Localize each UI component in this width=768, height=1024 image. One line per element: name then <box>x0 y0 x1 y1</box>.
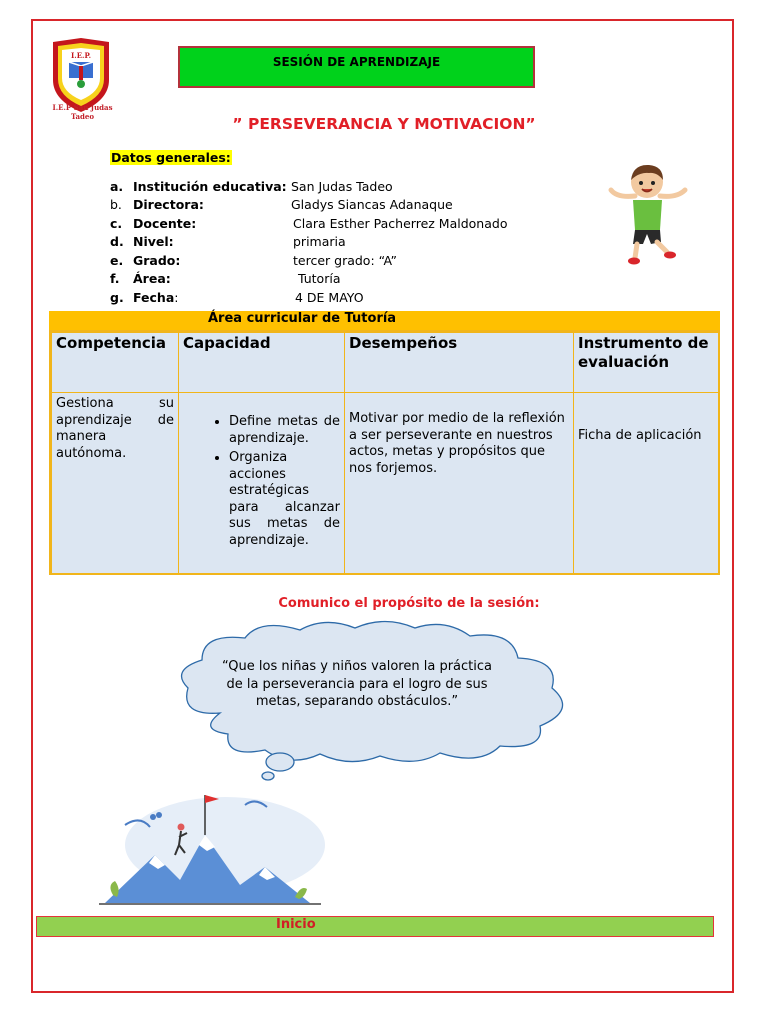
inicio-label: Inicio <box>276 917 316 932</box>
header-competencia: Competencia <box>51 332 179 393</box>
school-name-logo-text: I.E.P San Judas Tadeo <box>52 103 113 121</box>
happy-child-illustration <box>605 160 690 270</box>
capacidad-list <box>183 414 340 549</box>
purpose-text: “Que los niñas y niños valoren la práctica de la perseverancia para el logro de sus metas, separando obstáculos.” <box>222 659 492 709</box>
datos-key: c. <box>110 216 123 231</box>
svg-text:I.E.P.: I.E.P. <box>70 51 92 60</box>
area-curricular-title: Área curricular de Tutoría <box>208 311 397 326</box>
header-instrumento: Instrumento de evaluación <box>573 332 719 393</box>
competencias-table <box>49 330 720 575</box>
datos-label: Área: <box>133 271 171 286</box>
datos-key: e. <box>110 253 124 268</box>
datos-generales-title: Datos generales: <box>111 150 231 165</box>
datos-label: Directora: <box>133 197 204 212</box>
datos-label: Fecha <box>133 290 175 305</box>
datos-value: tercer grado: “A” <box>293 253 397 268</box>
datos-value: primaria <box>293 234 346 249</box>
session-label: SESIÓN DE APRENDIZAJE <box>272 55 441 69</box>
cell-competencia: Gestiona su aprendizaje de manera autónoma. <box>51 392 179 574</box>
datos-value: Clara Esther Pacherrez Maldonado <box>293 216 508 231</box>
cell-desempenos: Motivar por medio de la reflexión a ser perseverante en nuestros actos, metas y propósitos que nos forjemos. <box>344 392 574 574</box>
datos-label: Nivel: <box>133 234 174 249</box>
purpose-title: Comunico el propósito de la sesión: <box>278 596 540 611</box>
mountain-goal-illustration <box>95 785 325 907</box>
datos-key: d. <box>110 234 124 249</box>
cell-capacidad <box>178 392 345 574</box>
header-desempenos: Desempeños <box>344 332 574 393</box>
session-banner <box>178 46 535 88</box>
datos-value: 4 DE MAYO <box>295 290 364 305</box>
page-title: ” PERSEVERANCIA Y MOTIVACION” <box>232 115 536 133</box>
datos-key: b. <box>110 197 122 212</box>
cell-instrumento: Ficha de aplicación <box>573 392 719 574</box>
datos-label: Docente: <box>133 216 197 231</box>
datos-key: f. <box>110 271 120 286</box>
datos-label: Institución educativa: <box>133 179 287 194</box>
datos-label-group <box>133 290 178 305</box>
header-capacidad: Capacidad <box>178 332 345 393</box>
datos-label-suffix: : <box>174 290 179 305</box>
datos-label: Grado: <box>133 253 181 268</box>
datos-value: Tutoría <box>298 271 341 286</box>
area-curricular-bar <box>49 311 720 330</box>
inicio-section-bar <box>36 916 714 937</box>
capacidad-item: • Organiza acciones estratégicas para alcanzar sus metas de aprendizaje. <box>229 450 340 549</box>
capacidad-item: • Define metas de aprendizaje. <box>229 414 340 447</box>
datos-value: San Judas Tadeo <box>291 179 393 194</box>
datos-value: Gladys Siancas Adanaque <box>291 197 453 212</box>
datos-key: g. <box>110 290 124 305</box>
datos-key: a. <box>110 179 124 194</box>
